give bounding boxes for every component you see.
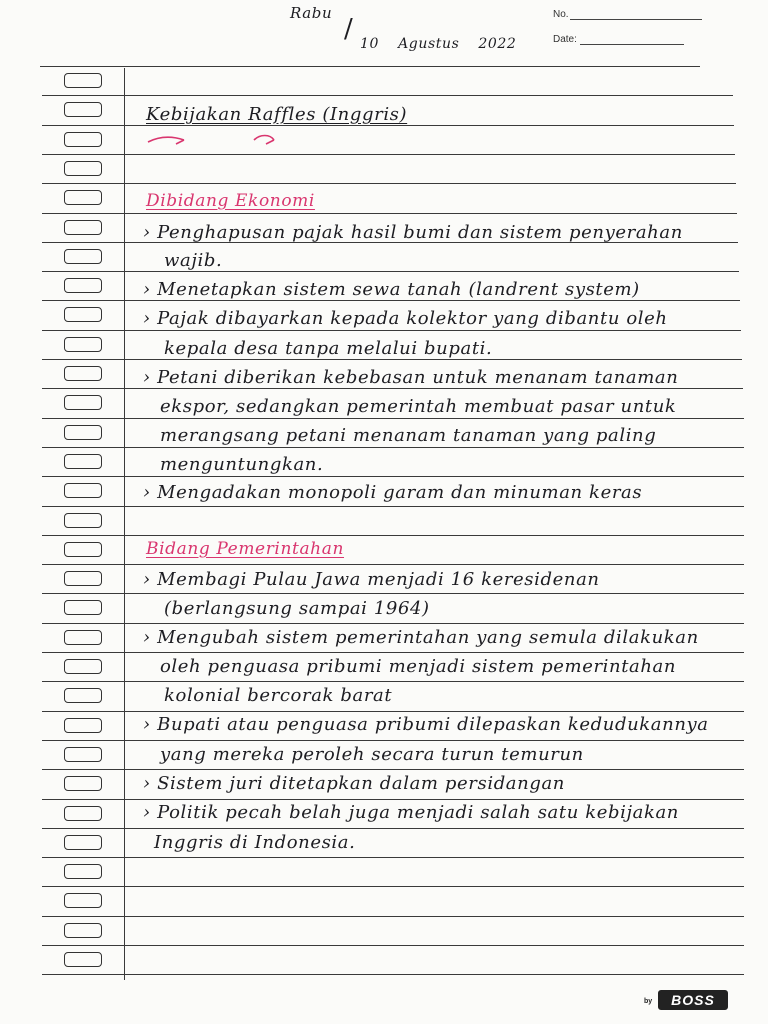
checkbox: [64, 718, 102, 733]
list-item: Inggris di Indonesia.: [154, 832, 356, 853]
list-item: (berlangsung sampai 1964): [164, 598, 430, 619]
list-item: › Menetapkan sistem sewa tanah (landrent system): [143, 279, 640, 300]
ruled-line: [42, 388, 743, 389]
checkbox: [64, 73, 102, 88]
header-separator: /: [344, 14, 354, 44]
list-item: wajib.: [164, 250, 223, 271]
list-item: ekspor, sedangkan pemerintah membuat pasar untuk: [160, 396, 677, 417]
list-item: kepala desa tanpa melalui bupati.: [164, 338, 493, 359]
checkbox: [64, 161, 102, 176]
checkbox: [64, 806, 102, 821]
list-item: › Penghapusan pajak hasil bumi dan sistem penyerahan: [143, 222, 683, 243]
list-item: › Petani diberikan kebebasan untuk menanam tanaman: [143, 367, 679, 388]
checkbox: [64, 571, 102, 586]
checkbox: [64, 864, 102, 879]
checkbox: [64, 249, 102, 264]
checkbox: [64, 952, 102, 967]
checkbox: [64, 454, 102, 469]
checkbox: [64, 278, 102, 293]
ruled-line: [42, 183, 736, 184]
boss-logo: BOSS: [658, 990, 728, 1010]
ruled-line: [42, 154, 735, 155]
header-day: Rabu: [290, 4, 333, 22]
ruled-line: [42, 799, 744, 800]
ruled-line: [42, 769, 744, 770]
ruled-line: [42, 476, 744, 477]
ruled-line: [42, 95, 733, 96]
ruled-line: [42, 593, 744, 594]
list-item: yang mereka peroleh secara turun temurun: [160, 744, 584, 765]
section-heading-pemerintahan: Bidang Pemerintahan: [146, 539, 345, 559]
section-heading-ekonomi: Dibidang Ekonomi: [146, 191, 315, 211]
ruled-line: [42, 418, 744, 419]
ruled-line: [42, 300, 740, 301]
ruled-line: [42, 711, 744, 712]
brand-by: by: [644, 998, 653, 1005]
checkbox: [64, 923, 102, 938]
checkbox: [64, 513, 102, 528]
checkbox: [64, 776, 102, 791]
list-item: › Bupati atau penguasa pribumi dilepaskan kedudukannya: [143, 714, 709, 735]
no-line: [570, 19, 702, 20]
checkbox: [64, 366, 102, 381]
checkbox: [64, 630, 102, 645]
ruled-line: [42, 506, 744, 507]
ruled-line: [42, 974, 744, 975]
ruled-line: [42, 564, 744, 565]
checkbox: [64, 747, 102, 762]
list-item: › Mengubah sistem pemerintahan yang semula dilakukan: [143, 627, 699, 648]
checkbox: [64, 395, 102, 410]
no-label: No.: [553, 9, 569, 20]
list-item: oleh penguasa pribumi menjadi sistem pemerintahan: [160, 656, 677, 677]
ruled-line: [42, 681, 744, 682]
checkbox: [64, 835, 102, 850]
list-item: › Pajak dibayarkan kepada kolektor yang dibantu oleh: [143, 308, 668, 329]
ruled-line: [42, 213, 737, 214]
ruled-line: [42, 330, 741, 331]
ruled-line: [42, 945, 744, 946]
ruled-line: [42, 740, 744, 741]
page-title: Kebijakan Raffles (Inggris): [146, 104, 408, 125]
checkbox: [64, 600, 102, 615]
ruled-line: [40, 66, 700, 67]
ruled-line: [42, 886, 744, 887]
checkbox: [64, 425, 102, 440]
date-label: Date:: [553, 34, 577, 45]
ruled-line: [42, 535, 744, 536]
list-item: › Mengadakan monopoli garam dan minuman keras: [143, 482, 643, 503]
ruled-line: [42, 447, 744, 448]
checkbox: [64, 659, 102, 674]
checkbox: [64, 307, 102, 322]
ruled-line: [42, 828, 744, 829]
list-item: › Membagi Pulau Jawa menjadi 16 keresidenan: [143, 569, 600, 590]
list-item: › Sistem juri ditetapkan dalam persidangan: [143, 773, 565, 794]
ruled-line: [42, 359, 742, 360]
checkbox: [64, 337, 102, 352]
ruled-line: [42, 271, 739, 272]
header-date: 10 Agustus 2022: [360, 36, 517, 52]
checkbox: [64, 220, 102, 235]
checkbox: [64, 190, 102, 205]
ruled-line: [42, 652, 744, 653]
list-item: merangsang petani menanam tanaman yang paling: [160, 425, 657, 446]
title-squiggle: [146, 132, 286, 148]
checkbox: [64, 483, 102, 498]
checkbox: [64, 542, 102, 557]
list-item: menguntungkan.: [160, 454, 324, 475]
date-line: [580, 44, 684, 45]
margin-line: [124, 68, 125, 980]
ruled-line: [42, 916, 744, 917]
checkbox: [64, 688, 102, 703]
ruled-line: [42, 857, 744, 858]
ruled-line: [42, 623, 744, 624]
checkbox: [64, 102, 102, 117]
checkbox: [64, 893, 102, 908]
list-item: › Politik pecah belah juga menjadi salah satu kebijakan: [143, 802, 679, 823]
list-item: kolonial bercorak barat: [164, 685, 393, 706]
checkbox: [64, 132, 102, 147]
